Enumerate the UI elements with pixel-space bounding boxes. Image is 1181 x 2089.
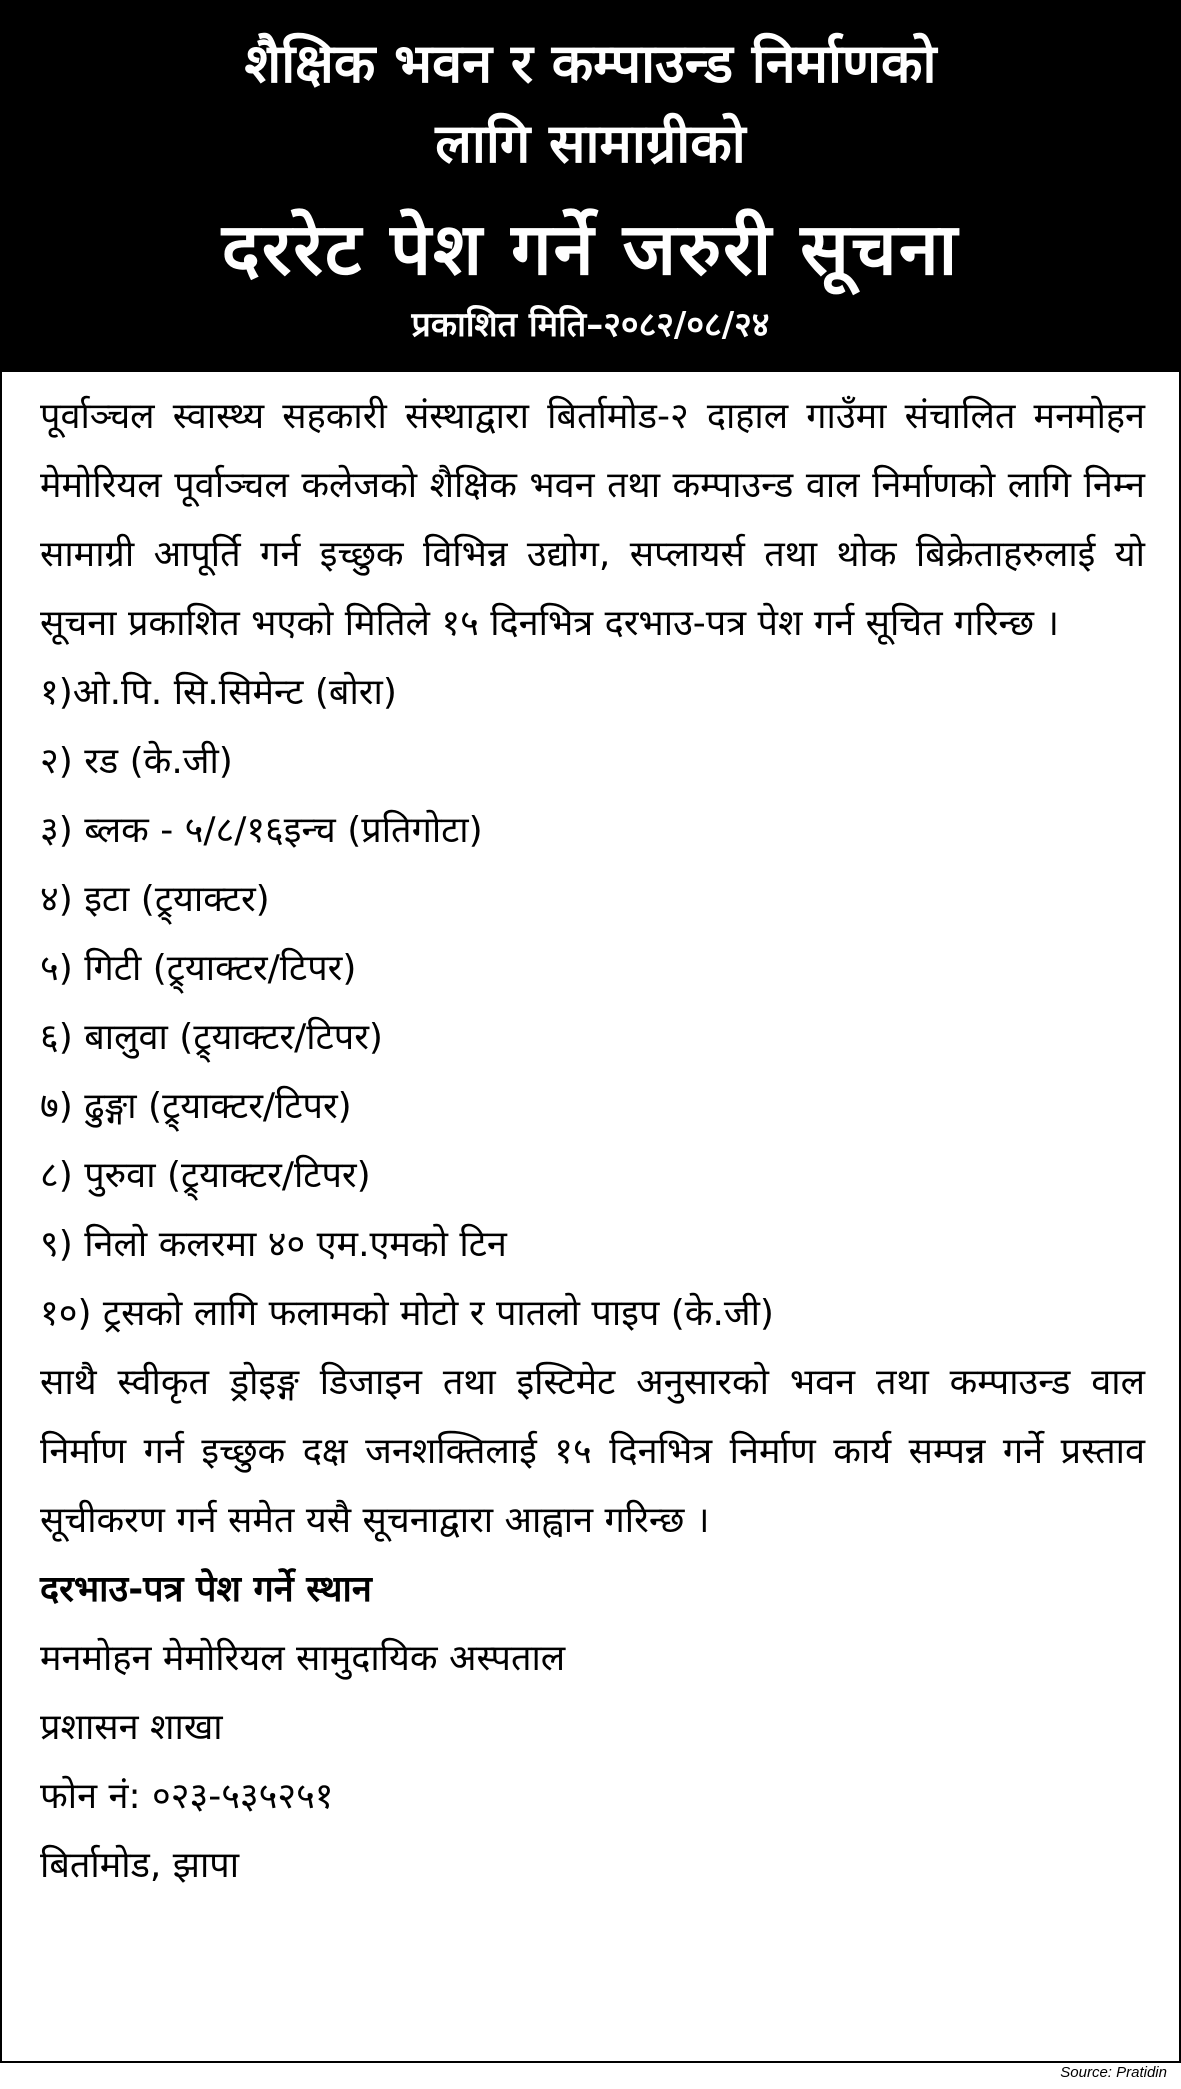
outro-paragraph: साथै स्वीकृत ड्रोइङ्ग डिजाइन तथा इस्टिमेट अनुसारको भवन तथा कम्पाउन्ड वाल निर्माण गर्न इच्छुक दक्ष जनशक्तिलाई १५ दिनभित्र निर्माण कार्य सम्पन्न गर्ने प्रस्ताव सूचीकरण गर्न समेत यसै सूचनाद्वारा आह्वान गरिन्छ । <box>40 1362 1145 1541</box>
list-item: ४) इटा (ट्र्याक्टर) <box>40 879 270 920</box>
submission-address: बिर्तामोड, झापा <box>40 1845 240 1886</box>
notice-header <box>2 2 1179 372</box>
list-item: ६) बालुवा (ट्र्याक्टर/टिपर) <box>40 1017 383 1058</box>
list-item: ९) निलो कलरमा ४० एम.एमको टिन <box>40 1224 507 1265</box>
intro-paragraph: पूर्वाञ्चल स्वास्थ्य सहकारी संस्थाद्वारा बिर्तामोड-२ दाहाल गाउँमा संचालित मनमोहन मेमोरियल पूर्वाञ्चल कलेजको शैक्षिक भवन तथा कम्पाउन्ड वाल निर्माणको लागि निम्न सामाग्री आपूर्ति गर्न इच्छुक विभिन्न उद्योग, सप्लायर्स तथा थोक बिक्रेताहरुलाई यो सूचना प्रकाशित भएको मितिले १५ दिनभित्र दरभाउ-पत्र पेश गर्न सूचित गरिन्छ । <box>40 396 1145 644</box>
list-item: २) रड (के.जी) <box>40 741 233 782</box>
list-item: ८) पुरुवा (ट्र्याक्टर/टिपर) <box>40 1155 371 1196</box>
list-item: ५) गिटी (ट्र्याक्टर/टिपर) <box>40 948 357 989</box>
submission-heading: दरभाउ-पत्र पेश गर्ने स्थान <box>40 1569 372 1610</box>
published-date: प्रकाशित मिति–२०८२/०८/२४ <box>411 305 770 345</box>
source-credit: Source: Pratidin <box>1060 2064 1167 2081</box>
notice-title: दररेट पेश गर्ने जरुरी सूचना <box>221 207 960 291</box>
title-line-2: लागि सामाग्रीको <box>435 112 746 175</box>
list-item: १०) ट्रसको लागि फलामको मोटो र पातलो पाइप (के.जी) <box>40 1293 774 1334</box>
submission-department: प्रशासन शाखा <box>40 1707 223 1748</box>
materials-list <box>40 658 1145 1348</box>
list-item: ७) ढुङ्गा (ट्र्याक्टर/टिपर) <box>40 1086 352 1127</box>
list-item: ३) ब्लक - ५/८/१६इन्च (प्रतिगोटा) <box>40 810 483 851</box>
list-item: १)ओ.पि. सि.सिमेन्ट (बोरा) <box>40 672 397 713</box>
submission-phone: फोन नं: ०२३-५३५२५१ <box>40 1776 334 1817</box>
notice-body <box>40 382 1145 1900</box>
submission-organization: मनमोहन मेमोरियल सामुदायिक अस्पताल <box>40 1638 566 1679</box>
title-line-1: शैक्षिक भवन र कम्पाउन्ड निर्माणको <box>244 32 937 95</box>
